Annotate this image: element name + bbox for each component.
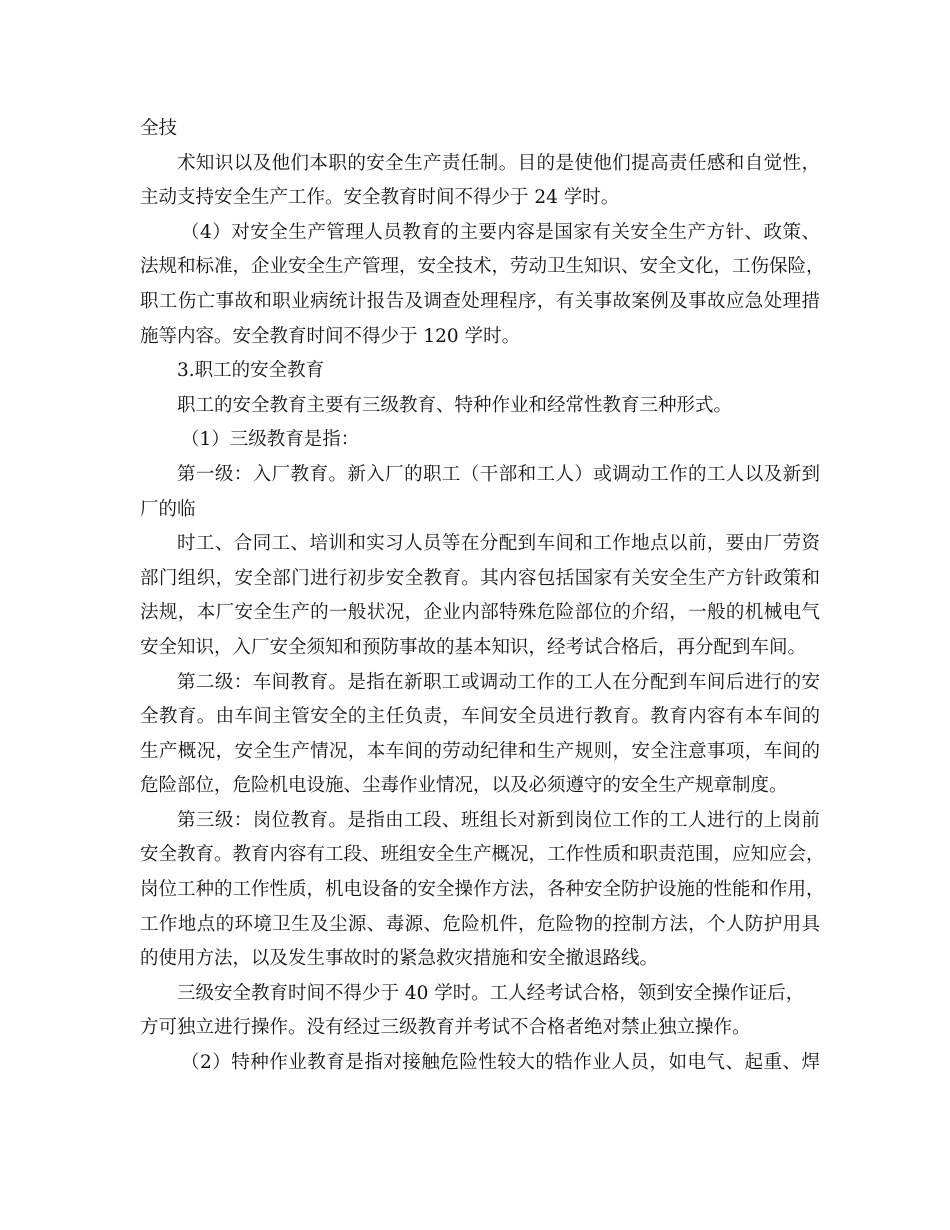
text-line: 全教育。由车间主管安全的主任负责，车间安全员进行教育。教育内容有本车间的 <box>140 706 820 728</box>
text-line: 工作地点的环境卫生及尘源、毒源、危险机件，危险物的控制方法，个人防护用具 <box>140 913 820 935</box>
text-line: 三级安全教育时间不得少于 40 学时。工人经考试合格，领到安全操作证后， <box>177 982 805 1004</box>
text-line: 法规和标准，企业安全生产管理，安全技术，劳动卫生知识、安全文化，工伤保险， <box>140 256 825 278</box>
text-line: 的使用方法，以及发生事故时的紧急救灾措施和安全撤退路线。 <box>140 948 659 970</box>
text-line: （1）三级教育是指： <box>181 429 360 451</box>
text-line: （4）对安全生产管理人员教育的主要内容是国家有关安全生产方针、政策、 <box>181 221 820 243</box>
text-line: 生产概况，安全生产情况，本车间的劳动纪律和生产规则，安全注意事项，车间的 <box>140 740 820 762</box>
text-line: 第三级：岗位教育。是指由工段、班组长对新到岗位工作的工人进行的上岗前 <box>177 809 820 831</box>
text-line: 职工的安全教育主要有三级教育、特种作业和经常性教育三种形式。 <box>177 394 733 416</box>
text-line: 职工伤亡事故和职业病统计报告及调查处理程序，有关事故案例及事故应急处理措 <box>140 290 820 312</box>
text-line: 方可独立进行操作。没有经过三级教育并考试不合格者绝对禁止独立操作。 <box>140 1017 751 1039</box>
text-line: 施等内容。安全教育时间不得少于 120 学时。 <box>140 325 521 347</box>
text-line: 全技 <box>140 118 178 139</box>
text-line: 第二级：车间教育。是指在新职工或调动工作的工人在分配到车间后进行的安 <box>177 671 820 693</box>
text-line: 主动支持安全生产工作。安全教育时间不得少于 24 学时。 <box>140 187 620 209</box>
text-line: 安全教育。教育内容有工段、班组安全生产概况，工作性质和职责范围，应知应会， <box>140 844 825 866</box>
text-line: 部门组织，安全部门进行初步安全教育。其内容包括国家有关安全生产方针政策和 <box>140 567 820 589</box>
text-line: 第一级：入厂教育。新入厂的职工（干部和工人）或调动工作的工人以及新到 <box>177 463 820 485</box>
text-line: 时工、合同工、培训和实习人员等在分配到车间和工作地点以前，要由厂劳资 <box>177 533 820 555</box>
text-line: （2）特种作业教育是指对接触危险性较大的牿作业人员，如电气、起重、焊 <box>181 1052 820 1074</box>
document-body <box>140 112 825 1081</box>
text-line: 危险部位，危险机电设施、尘毒作业情况，以及必须遵守的安全生产规章制度。 <box>140 775 788 797</box>
text-line: 术知识以及他们本职的安全生产责任制。目的是使他们提高责任感和自觉性， <box>177 152 820 174</box>
text-line: 岗位工种的工作性质，机电设备的安全操作方法，各种安全防护设施的性能和作用， <box>140 879 825 901</box>
text-line: 法规，本厂安全生产的一般状况，企业内部特殊危险部位的介绍，一般的机械电气 <box>140 602 820 624</box>
text-line: 安全知识，入厂安全须知和预防事故的基本知识，经考试合格后，再分配到车间。 <box>140 636 807 658</box>
section-heading: 3.职工的安全教育 <box>177 360 325 382</box>
text-line: 厂的临 <box>140 498 196 520</box>
